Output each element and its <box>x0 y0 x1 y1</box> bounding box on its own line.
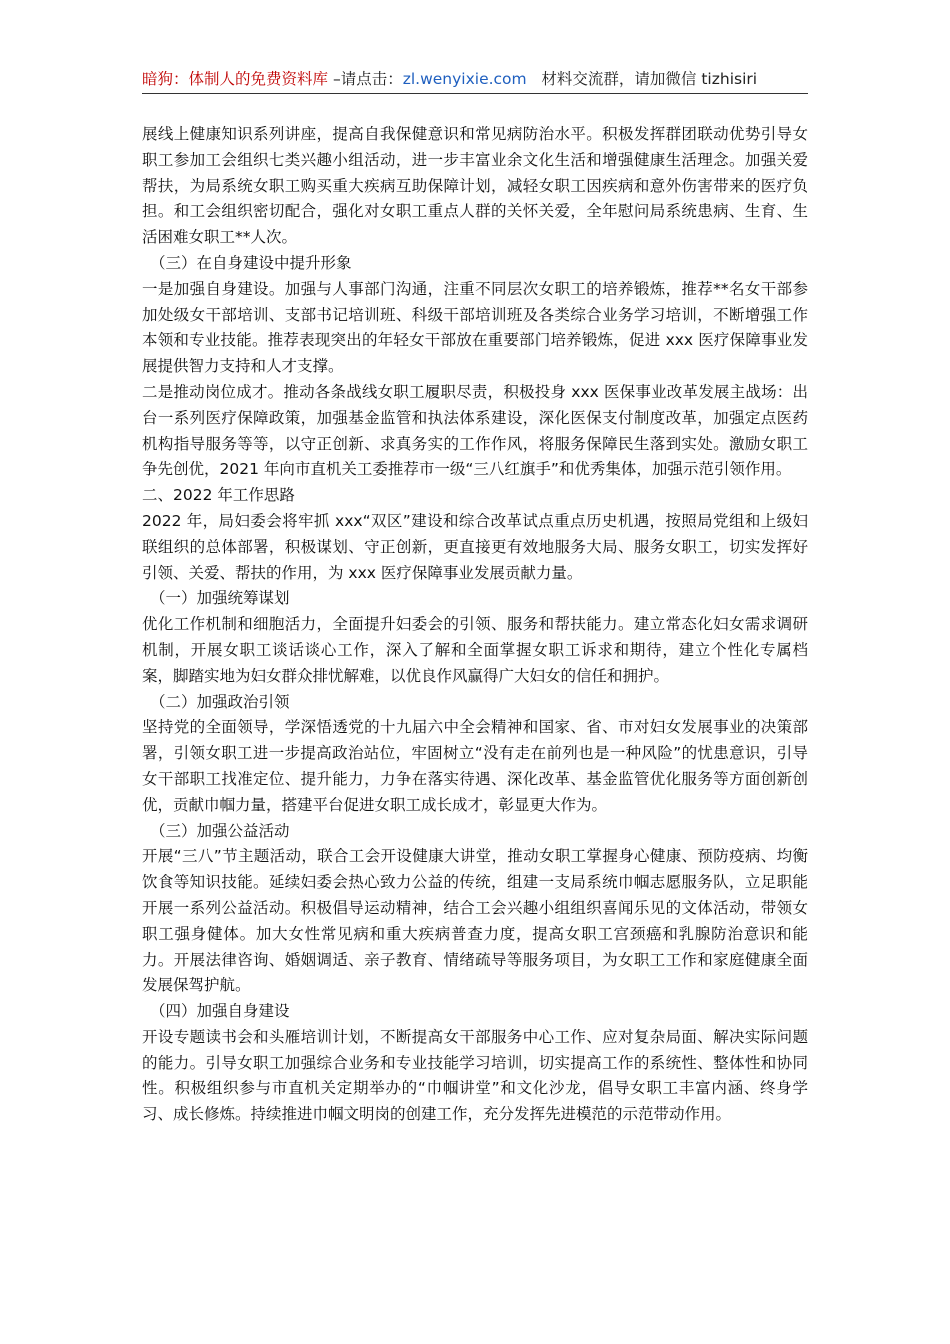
subheading-public-welfare: （三）加强公益活动 <box>150 821 290 840</box>
paragraph-post-success: 二是推动岗位成才。推动各条战线女职工履职尽责，积极投身 xxx 医保事业改革发展主战场：出台一系列医疗保障政策，加强基金监管和执法体系建设，深化医保支付制度改革，加强定点医药机构指导服务等等，以守正创新、求真务实的工作作风，将服务保障民生落到实处。激励女职工争先创优，2021 年向市直机关工委推荐市一级“三八红旗手”和优秀集体，加强示范引领作用。 <box>142 382 808 479</box>
paragraph-political: 坚持党的全面领导，学深悟透党的十九届六中全会精神和国家、省、市对妇女发展事业的决策部署，引领女职工进一步提高政治站位，牢固树立“没有走在前列也是一种风险”的忧患意识，引导女干部职工找准定位、提升能力，力争在落实待遇、深化改革、基金监管优化服务等方面创新创优，贡献巾帼力量，搭建平台促进女职工成长成才，彰显更大作为。 <box>142 718 808 814</box>
paragraph-planning: 优化工作机制和细胞活力，全面提升妇委会的引领、服务和帮扶能力。建立常态化妇女需求调研机制，开展女职工谈话谈心工作，深入了解和全面掌握女职工诉求和期待，建立个性化专属档案，脚踏实地为妇女群众排忧解难，以优良作风赢得广大妇女的信任和拥护。 <box>142 615 808 685</box>
paragraph-self-building-final: 开设专题读书会和头雁培训计划，不断提高女干部服务中心工作、应对复杂局面、解决实际问题的能力。引导女职工加强综合业务和专业技能学习培训，切实提高工作的系统性、整体性和协同性。积极组织参与市直机关定期举办的“巾帼讲堂”和文化沙龙，倡导女职工丰富内涵、终身学习、成长修炼。持续推进巾帼文明岗的创建工作，充分发挥先进模范的示范带动作用。 <box>142 1027 808 1124</box>
subheading-planning: （一）加强统筹谋划 <box>150 589 290 608</box>
site-link[interactable]: zl.wenyixie.com <box>402 70 527 88</box>
paragraph-continued-health: 展线上健康知识系列讲座，提高自我保健意识和常见病防治水平。积极发挥群团联动优势引导女职工参加工会组织七类兴趣小组活动，进一步丰富业余文化生活和增强健康生活理念。加强关爱帮扶，为局系统女职工购买重大疾病互助保障计划，减轻女职工因疾病和意外伤害带来的医疗负担。和工会组织密切配合，强化对女职工重点人群的关怀关爱，全年慰问局系统患病、生育、生活困难女职工**人次。 <box>142 125 808 247</box>
site-name: 暗狗：体制人的免费资料库 <box>142 70 329 88</box>
header-divider <box>142 93 808 94</box>
page-header <box>142 68 808 90</box>
document-body <box>142 122 808 1128</box>
subheading-self-building-image: （三）在自身建设中提升形象 <box>150 253 352 272</box>
subheading-political: （二）加强政治引领 <box>150 692 290 711</box>
subheading-self-building: （四）加强自身建设 <box>150 1002 290 1021</box>
section-heading-2022: 二、2022 年工作思路 <box>142 486 295 505</box>
paragraph-2022-intro: 2022 年，局妇委会将牢抓 xxx“双区”建设和综合改革试点重点历史机遇，按照局党组和上级妇联组织的总体部署，积极谋划、守正创新，更直接更有效地服务大局、服务女职工，切实发挥好引领、关爱、帮扶的作用，为 xxx 医疗保障事业发展贡献力量。 <box>142 511 808 582</box>
click-prompt: –请点击： <box>328 70 403 88</box>
contact-info: 材料交流群，请加微信 tizhisiri <box>541 70 758 88</box>
paragraph-public-welfare: 开展“三八”节主题活动，联合工会开设健康大讲堂，推动女职工掌握身心健康、预防疫病、均衡饮食等知识技能。延续妇委会热心致力公益的传统，组建一支局系统巾帼志愿服务队，立足职能开展一系列公益活动。积极倡导运动精神，结合工会兴趣小组组织喜闻乐见的文体活动，带领女职工强身健体。加大女性常见病和重大疾病普查力度，提高女职工宫颈癌和乳腺防治意识和能力。开展法律咨询、婚姻调适、亲子教育、情绪疏导等服务项目，为女职工工作和家庭健康全面发展保驾护航。 <box>142 847 808 995</box>
paragraph-self-building: 一是加强自身建设。加强与人事部门沟通，注重不同层次女职工的培养锻炼，推荐**名女干部参加处级女干部培训、支部书记培训班、科级干部培训班及各类综合业务学习培训，不断增强工作本领和专业技能。推荐表现突出的年轻女干部放在重要部门培养锻炼，促进 xxx 医疗保障事业发展提供智力支持和人才支撑。 <box>142 279 808 376</box>
